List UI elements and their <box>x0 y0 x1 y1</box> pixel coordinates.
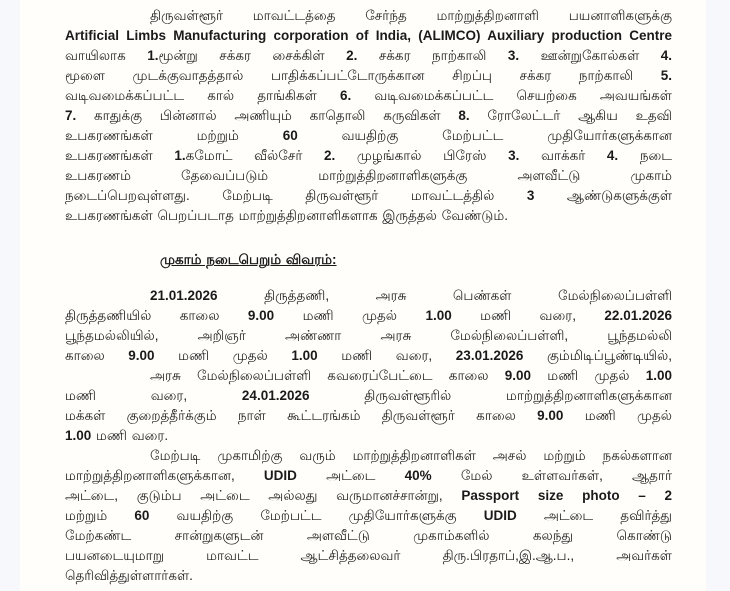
bold-text-segment: 23.01.2026 <box>455 348 524 363</box>
text-line <box>65 446 672 466</box>
text-segment: வயதிற்கு மேற்பட்ட முதியோர்களுக்கான <box>297 128 672 143</box>
text-segment: முழங்கால் பிரேஸ் <box>335 148 509 163</box>
text-segment: மாற்றுத்திறனாளிகளுக்கான, <box>65 468 264 483</box>
text-segment: சக்கர நாற்காலி <box>357 48 508 63</box>
text-segment: காலை <box>65 348 129 363</box>
text-segment: திருத்தணியில் காலை <box>65 308 248 323</box>
text-line <box>65 406 672 426</box>
text-line <box>65 546 672 566</box>
bold-text-segment: 4. <box>660 48 672 63</box>
text-segment: ஊன்றுகோல்கள் <box>519 48 661 63</box>
bold-text-segment: 5. <box>660 68 672 83</box>
text-line <box>65 146 672 166</box>
bold-text-segment: 3 <box>526 188 535 203</box>
bold-text-segment: 2. <box>324 148 336 163</box>
text-segment: உபகரணம் தேவைப்படும் மாற்றுத்திறனாளிகளுக்கு அளவீட்டு முகாம் <box>65 168 672 183</box>
bold-text-segment: 1.00 <box>425 308 452 323</box>
bold-text-segment: 9.00 <box>537 408 564 423</box>
text-line <box>65 306 672 326</box>
text-segment: ஆண்டுகளுக்குள் <box>534 188 672 203</box>
text-line <box>65 106 672 126</box>
text-segment: மேற்கண்ட சான்றுகளுடன் அளவீட்டு முகாம்களில் கலந்து கொண்டு <box>65 528 672 543</box>
text-segment: திருவள்ளூர் மாவட்டத்தை சேர்ந்த மாற்றுத்திறனாளி பயனாளிகளுக்கு <box>150 8 672 23</box>
text-segment: மணி முதல் <box>563 408 672 423</box>
bold-text-segment: 1.00 <box>291 348 318 363</box>
text-line <box>65 326 672 346</box>
paragraph-intro <box>65 6 672 226</box>
text-segment: அட்டை தவிர்த்து <box>516 508 672 523</box>
text-line <box>65 346 672 366</box>
text-segment: நடைப்பெறவுள்ளது. மேற்படி திருவள்ளூர் மாவட்டத்தில் <box>65 188 527 203</box>
paragraph-required-documents <box>65 446 672 586</box>
text-segment: பூந்தமல்லியில், அறிஞர் அண்ணா அரசு மேல்நிலைப்பள்ளி, பூந்தமல்லி <box>65 328 672 343</box>
text-segment: மற்றும் <box>65 508 135 523</box>
bold-text-segment: 40% <box>404 468 432 483</box>
text-segment: அட்டை <box>296 468 405 483</box>
bold-text-segment: Passport size photo – 2 <box>461 488 672 503</box>
bold-text-segment: 8. <box>458 108 470 123</box>
text-line <box>65 286 672 306</box>
text-segment: மணி வரை, <box>65 388 242 403</box>
text-segment: பயனடையுமாறு மாவட்ட ஆட்சித்தலைவர் திரு.பிரதாப்,இ.ஆ.ப., அவர்கள் <box>65 548 672 563</box>
text-segment: உபகரணங்கள் மற்றும் <box>65 128 283 143</box>
text-segment: வயதிற்கு மேற்பட்ட முதியோர்களுக்கு <box>149 508 484 523</box>
camp-details-heading: முகாம் நடைபெறும் விவரம்: <box>160 252 337 267</box>
bold-text-segment: 1. <box>147 48 159 63</box>
text-segment: மணி முதல் <box>531 368 646 383</box>
text-segment: காதுக்கு பின்னால் அணியும் காதொலி கருவிகள் <box>76 108 459 123</box>
paragraph-camp-schedule-1 <box>65 286 672 366</box>
text-segment: மக்கள் குறைத்தீர்க்கும் நாள் கூட்டரங்கம் திருவள்ளூர் காலை <box>65 408 538 423</box>
text-line <box>65 386 672 406</box>
text-segment: மணி முதல் <box>154 348 292 363</box>
bold-text-segment: 1. <box>174 148 186 163</box>
document-page <box>20 0 706 591</box>
bold-text-segment: 9.00 <box>504 368 532 383</box>
bold-text-segment: 1.00 <box>645 368 672 383</box>
text-line <box>65 566 672 586</box>
bold-text-segment: 22.01.2026 <box>604 308 672 323</box>
text-line <box>65 366 672 386</box>
text-line <box>65 66 672 86</box>
text-line <box>65 6 672 26</box>
bold-text-segment: 3. <box>507 48 520 63</box>
text-segment: ரோலேட்டர் ஆகிய உதவி <box>469 108 673 123</box>
text-segment: திருவள்ளூரில் மாற்றுத்திறனாளிகளுக்கான <box>309 388 672 403</box>
bold-text-segment: 1.00 <box>65 428 92 443</box>
bold-text-segment: 4. <box>606 148 619 163</box>
text-line <box>65 486 672 506</box>
bold-text-segment: UDID <box>483 508 517 523</box>
text-segment: தெரிவித்துள்ளார்கள். <box>65 568 193 583</box>
document-body <box>20 0 706 591</box>
text-line <box>65 186 672 206</box>
paragraph-camp-schedule-2 <box>65 366 672 446</box>
text-segment: நடை <box>618 148 672 163</box>
text-segment: வாக்கர் <box>519 148 607 163</box>
bold-text-segment: 60 <box>134 508 150 523</box>
text-line <box>65 126 672 146</box>
bold-text-segment: 6. <box>339 88 352 103</box>
text-segment: மணி வரை, <box>317 348 456 363</box>
text-segment: மேற்படி முகாமிற்கு வரும் மாற்றுத்திறனாளிகள் அசல் மற்றும் நகல்களான <box>150 448 672 463</box>
text-segment: வடிவமைக்கப்பட்ட செயற்கை அவயங்கள் <box>351 88 672 103</box>
text-line <box>65 86 672 106</box>
bold-text-segment: 9.00 <box>128 348 155 363</box>
text-segment: கும்மிடிப்பூண்டியில், <box>523 348 672 363</box>
text-line <box>65 46 672 66</box>
text-segment: மேல் உள்ளவர்கள், ஆதார் <box>431 468 672 483</box>
bold-text-segment: 60 <box>282 128 298 143</box>
text-line <box>65 526 672 546</box>
bold-text-segment: 24.01.2026 <box>241 388 310 403</box>
text-segment: திருத்தணி, அரசு பெண்கள் மேல்நிலைப்பள்ளி <box>217 288 672 303</box>
text-segment: அட்டை, குடும்ப அட்டை அல்லது வருமானச்சான்று, <box>65 488 462 503</box>
text-segment: உபகரணங்கள் <box>65 148 175 163</box>
text-segment: மூளை முடக்குவாதத்தால் பாதிக்கப்பட்டோருக்கான சிறப்பு சக்கர நாற்காலி <box>65 68 661 83</box>
text-segment: கமோட் வீல்சேர் <box>185 148 324 163</box>
text-line <box>65 206 672 226</box>
text-line <box>65 426 672 446</box>
bold-text-segment: Artificial Limbs Manufacturing corporation of India, (ALIMCO) Auxiliary production Centre <box>65 28 672 43</box>
bold-text-segment: 21.01.2026 <box>150 288 218 303</box>
text-line <box>65 466 672 486</box>
text-segment: மூன்று சக்கர சைக்கிள் <box>158 48 347 63</box>
text-line <box>65 26 672 46</box>
bold-text-segment: 7. <box>65 108 77 123</box>
text-segment: மணி வரை, <box>451 308 605 323</box>
text-segment: மணி முதல் <box>274 308 426 323</box>
text-segment: வாயிலாக <box>65 48 148 63</box>
bold-text-segment: 9.00 <box>247 308 275 323</box>
text-line <box>65 166 672 186</box>
text-line <box>65 506 672 526</box>
text-segment: மணி வரை. <box>91 428 169 443</box>
bold-text-segment: 3. <box>508 148 520 163</box>
text-segment: வடிவமைக்கப்பட்ட கால் தாங்கிகள் <box>65 88 340 103</box>
text-segment: அரசு மேல்நிலைப்பள்ளி கவரைப்பேட்டை காலை <box>150 368 505 383</box>
text-segment: உபகரணங்கள் பெறப்படாத மாற்றுத்திறனாளிகளாக இருத்தல் வேண்டும். <box>65 208 508 223</box>
bold-text-segment: 2. <box>346 48 358 63</box>
bold-text-segment: UDID <box>263 468 297 483</box>
